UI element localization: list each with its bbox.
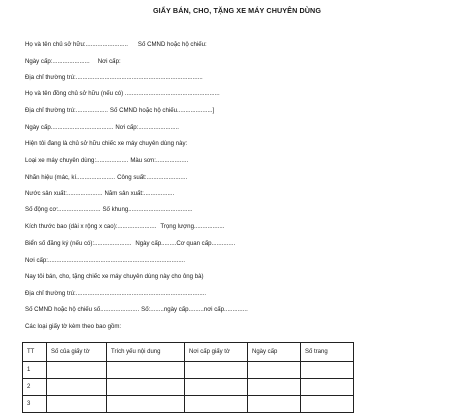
form-line-label: Nơi cấp:................................................................................. (25, 257, 186, 264)
table-cell (185, 379, 248, 396)
form-line-field: Màu sơn:................... (130, 157, 189, 164)
form-line-field: Ngày cấp.........Cơ quan cấp.............. (135, 240, 236, 247)
form-line-field: Nơi cấp: (97, 58, 121, 65)
form-line (25, 223, 224, 231)
form-line (25, 41, 207, 49)
col-header-tt: TT (23, 343, 47, 362)
table-cell (248, 379, 301, 396)
form-line-label: Địa chỉ thường trú:............................................................................. (25, 290, 207, 297)
form-line (25, 240, 235, 248)
form-line-label: Hiện tôi đang là chủ sở hữu chiếc xe máy chuyên dùng này: (25, 140, 188, 147)
form-line (25, 257, 185, 265)
form-line-field: Số khung...................................... (102, 206, 193, 213)
table-cell (248, 396, 301, 413)
form-line-label: Địa chỉ thường trú:................... (25, 107, 108, 114)
table-cell: 1 (23, 362, 47, 379)
table-cell (301, 379, 354, 396)
table-row (23, 379, 354, 396)
form-line-label: Nước sản xuất:..................... (25, 190, 103, 197)
form-line-field: Năm sản xuất:.................. (104, 190, 175, 197)
form-line-label: Kích thước bao (dài x rộng x cao):....................... (25, 223, 157, 230)
col-header-pages: Số trang (301, 343, 354, 362)
form-line-field: Số CMND hoặc hộ chiếu: (137, 41, 207, 48)
form-line-field: Số:........ngày cấp.........nơi cấp.............. (141, 306, 248, 313)
form-line-label: Nhãn hiệu (mác, kí....................... (25, 174, 116, 181)
form-line-label: Họ và tên chủ sở hữu:......................... (25, 41, 128, 48)
form-line-label: Ngày cấp..................................... (25, 124, 114, 131)
form-line (25, 273, 204, 281)
table-row (23, 396, 354, 413)
form-line (25, 90, 220, 98)
form-line (25, 306, 248, 314)
form-line (25, 107, 214, 115)
form-line-label: Số động cơ:......................... (25, 206, 101, 213)
table-cell (248, 362, 301, 379)
table-cell (107, 362, 185, 379)
form-line-label: Số CMND hoặc hộ chiếu số....................... (25, 306, 140, 313)
table-cell (185, 362, 248, 379)
form-line-label: Biển số đăng ký (nếu có):...................... (25, 240, 132, 247)
document-title: GIẤY BÁN, CHO, TẶNG XE MÁY CHUYÊN DÙNG (152, 6, 322, 15)
table-cell (107, 396, 185, 413)
form-line (25, 157, 188, 165)
table-cell (301, 396, 354, 413)
form-line (25, 140, 187, 148)
col-header-issue-date: Ngày cấp (248, 343, 301, 362)
table-cell (185, 396, 248, 413)
form-line-label: Các loại giấy tờ kèm theo bao gồm: (25, 323, 122, 330)
form-line (25, 124, 179, 132)
form-line-label: Nay tôi bán, cho, tặng chiếc xe máy chuyên dùng này cho ông bà) (25, 273, 204, 280)
form-line-field: Số CMND hoặc hộ chiếu.....................] (109, 107, 215, 114)
attachments-table (22, 342, 354, 413)
table-cell (47, 379, 107, 396)
form-line (25, 323, 121, 331)
col-header-summary: Trích yếu nội dung (107, 343, 185, 362)
form-line (25, 174, 187, 182)
table-cell: 2 (23, 379, 47, 396)
form-line-label: Địa chỉ thường trú:........................................................................... (25, 74, 203, 81)
table-cell (301, 362, 354, 379)
table-cell (107, 379, 185, 396)
form-line-field: Nơi cấp:........................ (115, 124, 179, 131)
form-line-label: Ngày cấp:...................... (25, 58, 90, 65)
col-header-issuer: Nơi cấp giấy tờ (185, 343, 248, 362)
form-line (25, 58, 121, 66)
form-line-label: Loại xe máy chuyên dùng:................... (25, 157, 129, 164)
form-line-label: Họ và tên đồng chủ sở hữu (nếu có) ........................................................ (25, 90, 220, 97)
form-line (25, 206, 193, 214)
table-header-row (23, 343, 354, 362)
form-line (25, 74, 203, 82)
form-line-field: Công suất:........................ (117, 174, 188, 181)
table-row (23, 362, 354, 379)
form-line (25, 290, 206, 298)
form-line (25, 190, 174, 198)
form-line-field: Trọng lượng.................. (160, 223, 225, 230)
table-cell (47, 396, 107, 413)
col-header-doc-number: Số của giấy tờ (47, 343, 107, 362)
table-cell (47, 362, 107, 379)
table-cell: 3 (23, 396, 47, 413)
